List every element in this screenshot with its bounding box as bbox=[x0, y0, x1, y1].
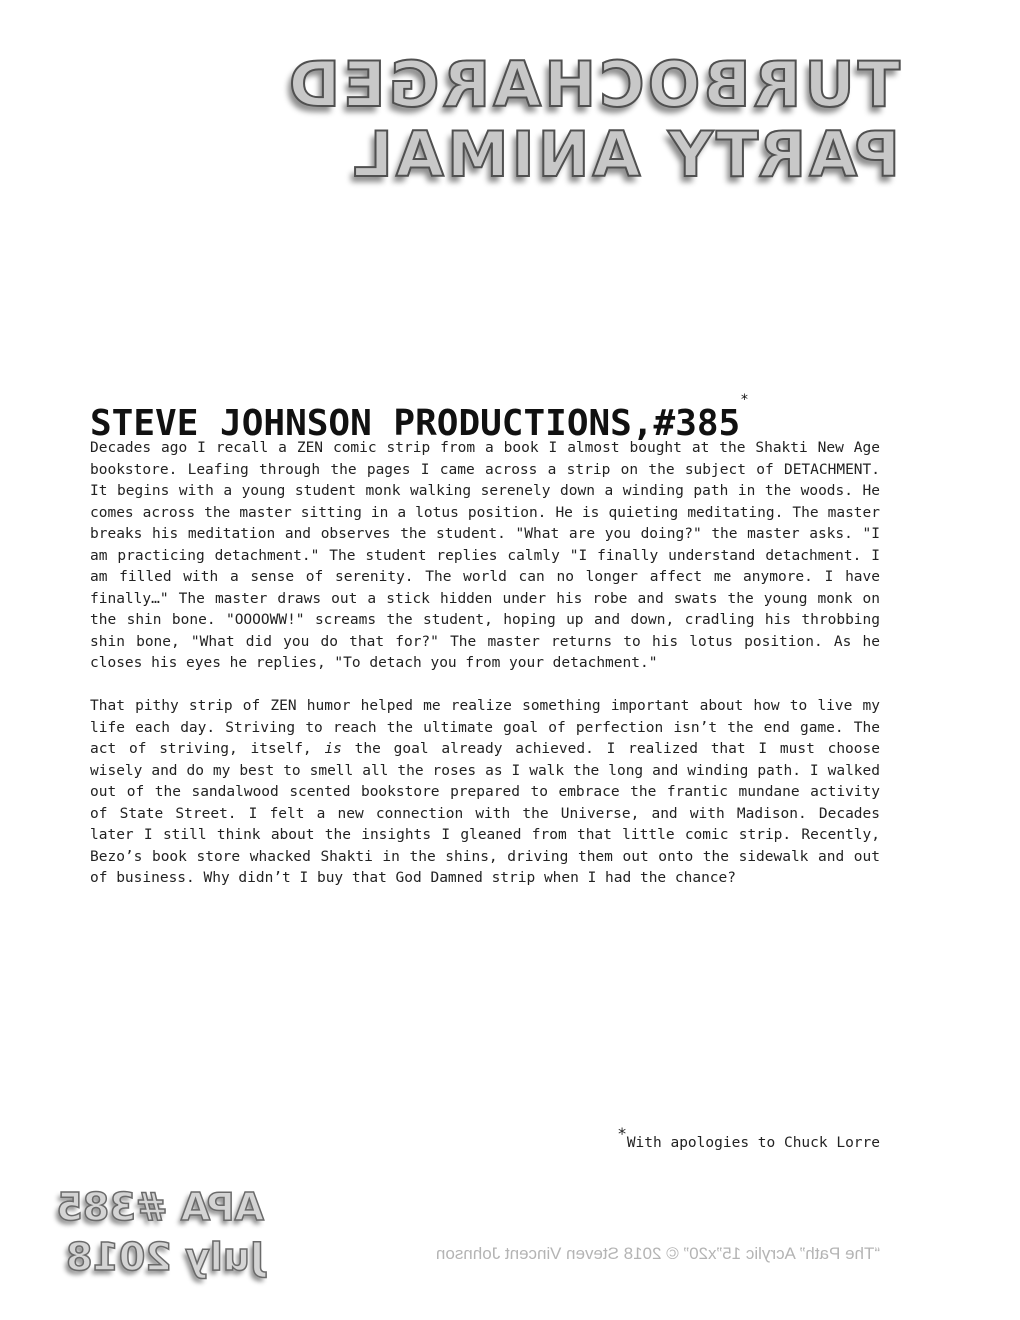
heading-footnote-marker: * bbox=[740, 392, 749, 408]
mirrored-artwork-caption: “The Path” Acrylic 15”x20” © 2018 Steven Vincent Johnson bbox=[435, 1244, 880, 1263]
heading-text: STEVE JOHNSON PRODUCTIONS,#385 bbox=[90, 403, 741, 444]
paragraph-2-part-1: That pithy strip of ZEN humor helped me realize something important about how to live my life each day. Striving to reach the ultimate goal of perfection isn’t the end game. The act of striving, itself, bbox=[90, 698, 880, 757]
paragraph-2-emphasis: is bbox=[324, 741, 342, 757]
badge-line-1: APA #385 bbox=[56, 1185, 264, 1229]
badge-line-2: July 2018 bbox=[66, 1235, 264, 1279]
paragraph-2 bbox=[90, 696, 880, 890]
paragraph-1: Decades ago I recall a ZEN comic strip from a book I almost bought at the Shakti New Age bookstore. Leafing through the pages I came across a strip on the subject of DETACHMENT. It begins with a young student monk walking serenely down a winding path in the woods. He comes across the master sitting in a lotus position. He is quieting meditating. The master breaks his meditation and observes the student. "What are you doing?" the master asks. "I am practicing detachment." The student replies calmly "I finally understand detachment. I am filled with a sense of serenity. The world can no longer affect me anymore. I have finally…" The master draws out a stick hidden under his robe and swats the young monk on the shin bone. "OOOOWW!" screams the student, hoping up and down, cradling his throbbing shin bone, "What did you do that for?" The master returns to his lotus position. As he closes his eyes he replies, "To detach you from your detachment." bbox=[90, 440, 880, 671]
footnote bbox=[617, 1124, 880, 1151]
title-line-2: PARTY ANIMAL bbox=[350, 118, 900, 191]
mirrored-issue-badge bbox=[56, 1182, 264, 1282]
paragraph-2-part-2: the goal already achieved. I realized that I must choose wisely and do my best to smell all the roses as I walk the long and winding path. I walked out of the sandalwood scented bookstore prepared to embrace the frantic mundane activity of State Street. I felt a new connection with the Universe, and with Madison. Decades later I still think about the insights I gleaned from that little comic strip. Recently, Bezo’s book store whacked Shakti in the shins, driving them out onto the sidewalk and out of business. Why didn’t I buy that God Damned strip when I had the chance? bbox=[90, 741, 880, 886]
article-body bbox=[90, 438, 880, 911]
title-line-1: TURBOCHARGED bbox=[285, 48, 900, 121]
footnote-text: With apologies to Chuck Lorre bbox=[626, 1135, 880, 1151]
footnote-marker: * bbox=[617, 1124, 627, 1143]
mirrored-title bbox=[250, 50, 900, 190]
